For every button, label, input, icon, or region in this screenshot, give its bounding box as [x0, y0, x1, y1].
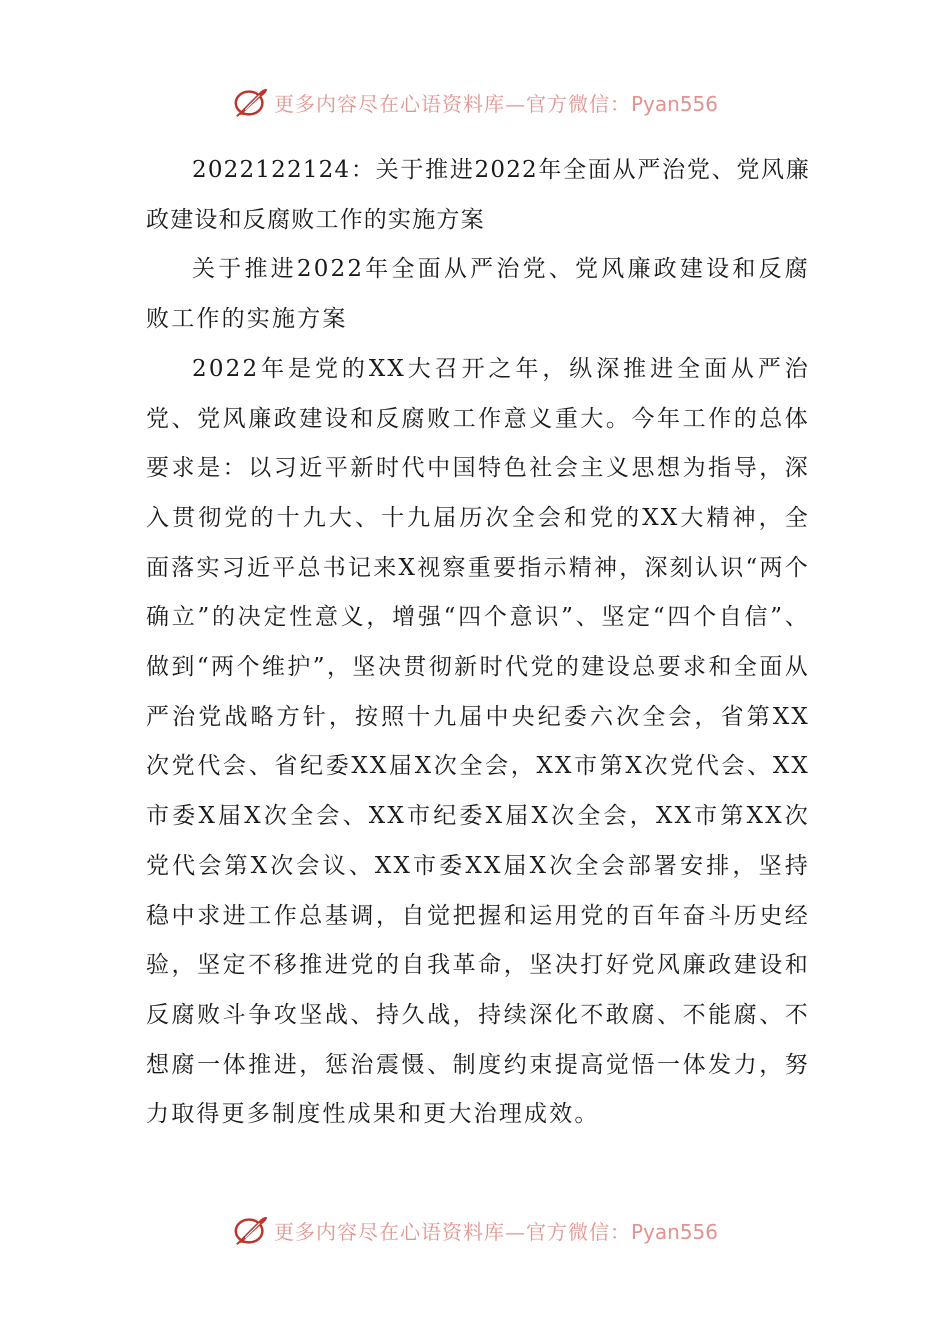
banner-text: 更多内容尽在心语资料库—官方微信：Pyan556: [273, 1219, 718, 1244]
body-paragraph: 2022年是党的XX大召开之年，纵深推进全面从严治党、党风廉政建设和反腐败工作意义重大。今年工作的总体要求是：以习近平新时代中国特色社会主义思想为指导，深入贯彻党的十九大、十九届历次全会和党的XX大精神，全面落实习近平总书记来X视察重要指示精神，深刻认识“两个确立”的决定性意义，增强“四个意识”、坚定“四个自信”、做到“两个维护”，坚决贯彻新时代党的建设总要求和全面从严治党战略方针，按照十九届中央纪委六次全会，省第XX次党代会、省纪委XX届X次全会，XX市第X次党代会、XX市委X届X次全会、XX市纪委X届X次全会，XX市第XX次党代会第X次会议、XX市委XX届X次全会部署安排，坚持稳中求进工作总基调，自觉把握和运用党的百年奋斗历史经验，坚定不移推进党的自我革命，坚决打好党风廉政建设和反腐败斗争攻坚战、持久战，持续深化不敢腐、不能腐、不想腐一体推进，惩治震慑、制度约束提高觉悟一体发力，努力取得更多制度性成果和更大治理成效。: [146, 355, 810, 1128]
header-banner: [0, 80, 950, 124]
wechat-id: Pyan556: [630, 1219, 718, 1244]
footer-banner: [0, 1208, 950, 1252]
document-body: [146, 146, 810, 1140]
document-subtitle: 关于推进2022年全面从严治党、党风廉政建设和反腐败工作的实施方案: [146, 256, 810, 333]
banner-text: 更多内容尽在心语资料库—官方微信：Pyan556: [273, 91, 718, 116]
quill-pen-logo-icon: [232, 1211, 270, 1249]
wechat-id: Pyan556: [630, 91, 718, 116]
quill-pen-logo-icon: [232, 83, 270, 121]
document-title: 2022122124：关于推进2022年全面从严治党、党风廉政建设和反腐败工作的实施方案: [146, 157, 810, 233]
